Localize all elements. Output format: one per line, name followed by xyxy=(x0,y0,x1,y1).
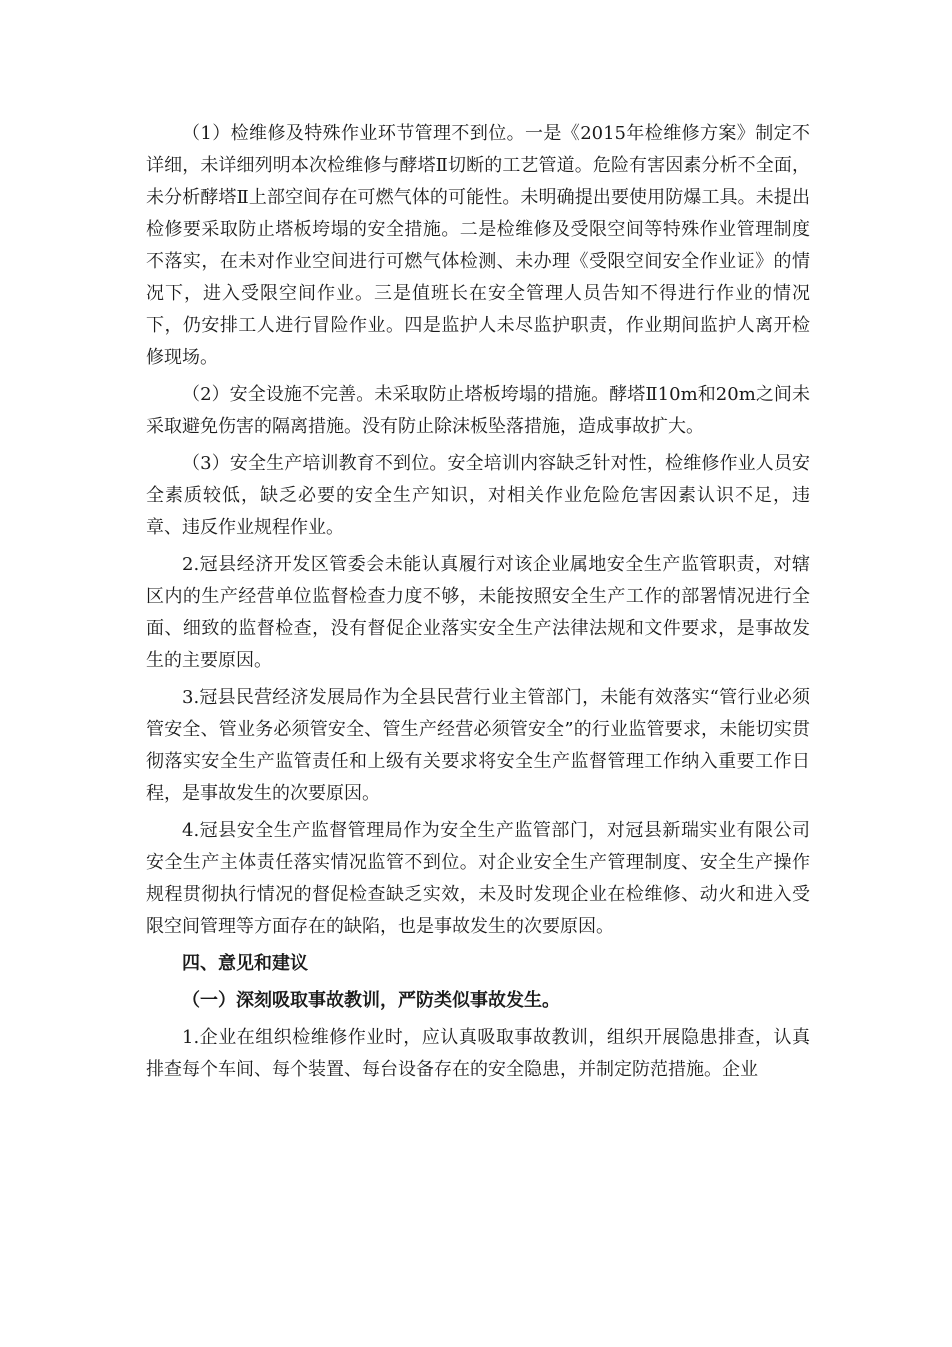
paragraph-safety-training: （3）安全生产培训教育不到位。安全培训内容缺乏针对性，检维修作业人员安全素质较低，缺乏必要的安全生产知识，对相关作业危险危害因素认识不足，违章、违反作业规程作业。 xyxy=(146,453,810,538)
section-heading-opinions: 四、意见和建议 xyxy=(182,953,308,974)
paragraph-enterprise-maintenance: 1.企业在组织检维修作业时，应认真吸取事故教训，组织开展隐患排查，认真排查每个车间、每个装置、每台设备存在的安全隐患，并制定防范措施。企业 xyxy=(146,1027,810,1080)
paragraph-development-zone: 2.冠县经济开发区管委会未能认真履行对该企业属地安全生产监管职责，对辖区内的生产经营单位监督检查力度不够，未能按照安全生产工作的部署情况进行全面、细致的监督检查，没有督促企业落实安全生产法律法规和文件要求，是事故发生的主要原因。 xyxy=(146,554,810,671)
document-page xyxy=(146,118,810,1091)
paragraph-safety-supervision-bureau: 4.冠县安全生产监督管理局作为安全生产监管部门，对冠县新瑞实业有限公司安全生产主体责任落实情况监管不到位。对企业安全生产管理制度、安全生产操作规程贯彻执行情况的督促检查缺乏实效，未及时发现企业在检维修、动火和进入受限空间管理等方面存在的缺陷，也是事故发生的次要原因。 xyxy=(146,820,810,937)
paragraph-safety-facilities: （2）安全设施不完善。未采取防止塔板垮塌的措施。酵塔Ⅱ10m和20m之间未采取避免伤害的隔离措施。没有防止除沫板坠落措施，造成事故扩大。 xyxy=(146,384,810,437)
paragraph-maintenance-management: （1）检维修及特殊作业环节管理不到位。一是《2015年检维修方案》制定不详细，未详细列明本次检维修与酵塔Ⅱ切断的工艺管道。危险有害因素分析不全面，未分析酵塔Ⅱ上部空间存在可燃气体的可能性。未明确提出要使用防爆工具。未提出检修要采取防止塔板垮塌的安全措施。二是检维修及受限空间等特殊作业管理制度不落实，在未对作业空间进行可燃气体检测、未办理《受限空间安全作业证》的情况下，进入受限空间作业。三是值班长在安全管理人员告知不得进行作业的情况下，仍安排工人进行冒险作业。四是监护人未尽监护职责，作业期间监护人离开检修现场。 xyxy=(146,123,810,368)
paragraph-private-economy-bureau: 3.冠县民营经济发展局作为全县民营行业主管部门，未能有效落实“管行业必须管安全、管业务必须管安全、管生产经营必须管安全”的行业监管要求，未能切实贯彻落实安全生产监管责任和上级有关要求将安全生产监督管理工作纳入重要工作日程，是事故发生的次要原因。 xyxy=(146,687,810,804)
subsection-heading-lessons: （一）深刻吸取事故教训，严防类似事故发生。 xyxy=(182,990,560,1011)
